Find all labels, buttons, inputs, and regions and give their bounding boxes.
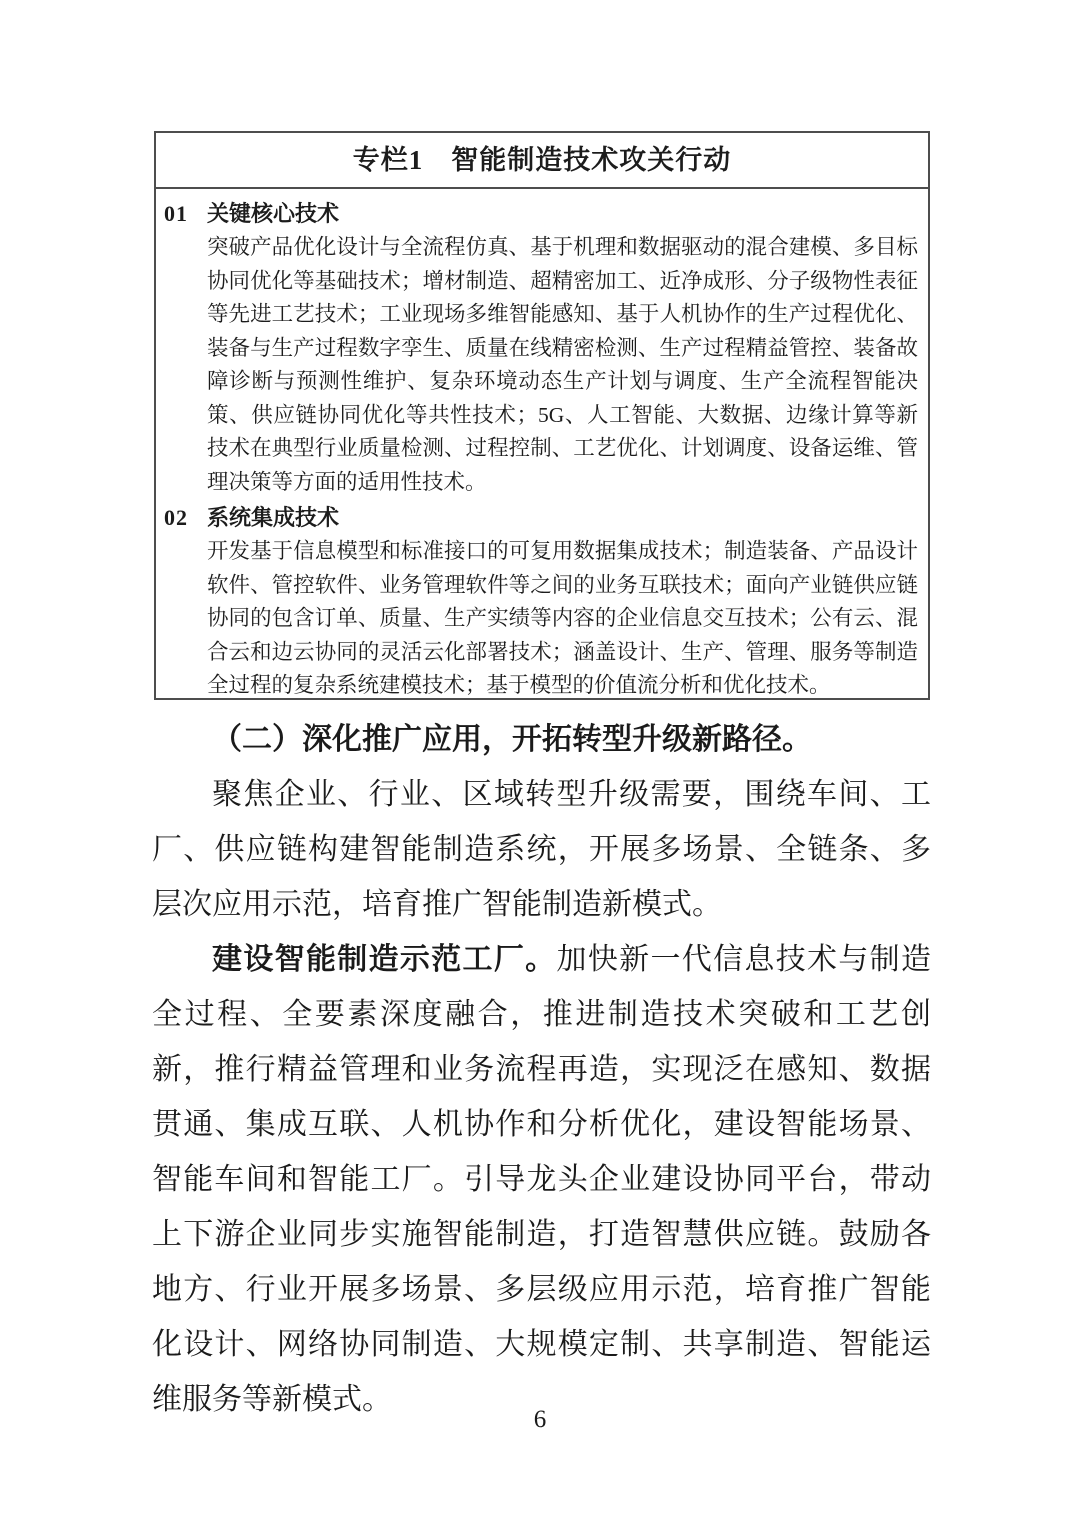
item-number: 01: [164, 201, 188, 226]
item-body-text: 突破产品优化设计与全流程仿真、基于机理和数据驱动的混合建模、多目标协同优化等基础技术；增材制造、超精密加工、近净成形、分子级物性表征等先进工艺技术；工业现场多维智能感知、基于人机协作的生产过程优化、装备与生产过程数字孪生、质量在线精密检测、生产过程精益管控、装备故障诊断与预测性维护、复杂环境动态生产计划与调度、生产全流程智能决策、供应链协同优化等共性技术；5G、人工智能、大数据、边缘计算等新技术在典型行业质量检测、过程控制、工艺优化、计划调度、设备运维、管理决策等方面的适用性技术。: [207, 235, 918, 494]
paragraph-text: 加快新一代信息技术与制造全过程、全要素深度融合，推进制造技术突破和工艺创新，推行精益管理和业务流程再造，实现泛在感知、数据贯通、集成互联、人机协作和分析优化，建设智能场景、智能车间和智能工厂。引导龙头企业建设协同平台，带动上下游企业同步实施智能制造，打造智慧供应链。鼓励各地方、行业开展多场景、多层级应用示范，培育推广智能化设计、网络协同制造、大规模定制、共享制造、智能运维服务等新模式。: [152, 943, 931, 1416]
main-text-block: [152, 712, 931, 1427]
box-title: 专栏1 智能制造技术攻关行动: [156, 133, 928, 189]
item-body-text: 开发基于信息模型和标准接口的可复用数据集成技术；制造装备、产品设计软件、管控软件、业务管理软件等之间的业务互联技术；面向产业链供应链协同的包含订单、质量、生产实绩等内容的企业信息交互技术；公有云、混合云和边云协同的灵活云化部署技术；涵盖设计、生产、管理、服务等制造全过程的复杂系统建模技术；基于模型的价值流分析和优化技术。: [207, 539, 918, 697]
item-heading: 系统集成技术: [207, 505, 340, 530]
box-item: [164, 197, 918, 499]
box-items: [156, 189, 928, 711]
item-number: 02: [164, 505, 188, 530]
box-item-head: [164, 197, 918, 231]
page-number: 6: [533, 1406, 547, 1433]
item-heading: 关键核心技术: [207, 201, 340, 226]
paragraph-text: 聚焦企业、行业、区域转型升级需要，围绕车间、工厂、供应链构建智能制造系统，开展多场景、全链条、多层次应用示范，培育推广智能制造新模式。: [152, 778, 931, 921]
body-paragraph: [152, 932, 931, 1427]
paragraph-lead: 建设智能制造示范工厂。: [212, 943, 557, 976]
body-paragraph: [152, 767, 931, 932]
body-paragraphs: [152, 767, 931, 1427]
callout-box-column-1: [154, 131, 930, 700]
box-item-head: [164, 501, 918, 535]
section-heading: （二）深化推广应用，开拓转型升级新路径。: [212, 723, 812, 756]
box-item: [164, 501, 918, 703]
